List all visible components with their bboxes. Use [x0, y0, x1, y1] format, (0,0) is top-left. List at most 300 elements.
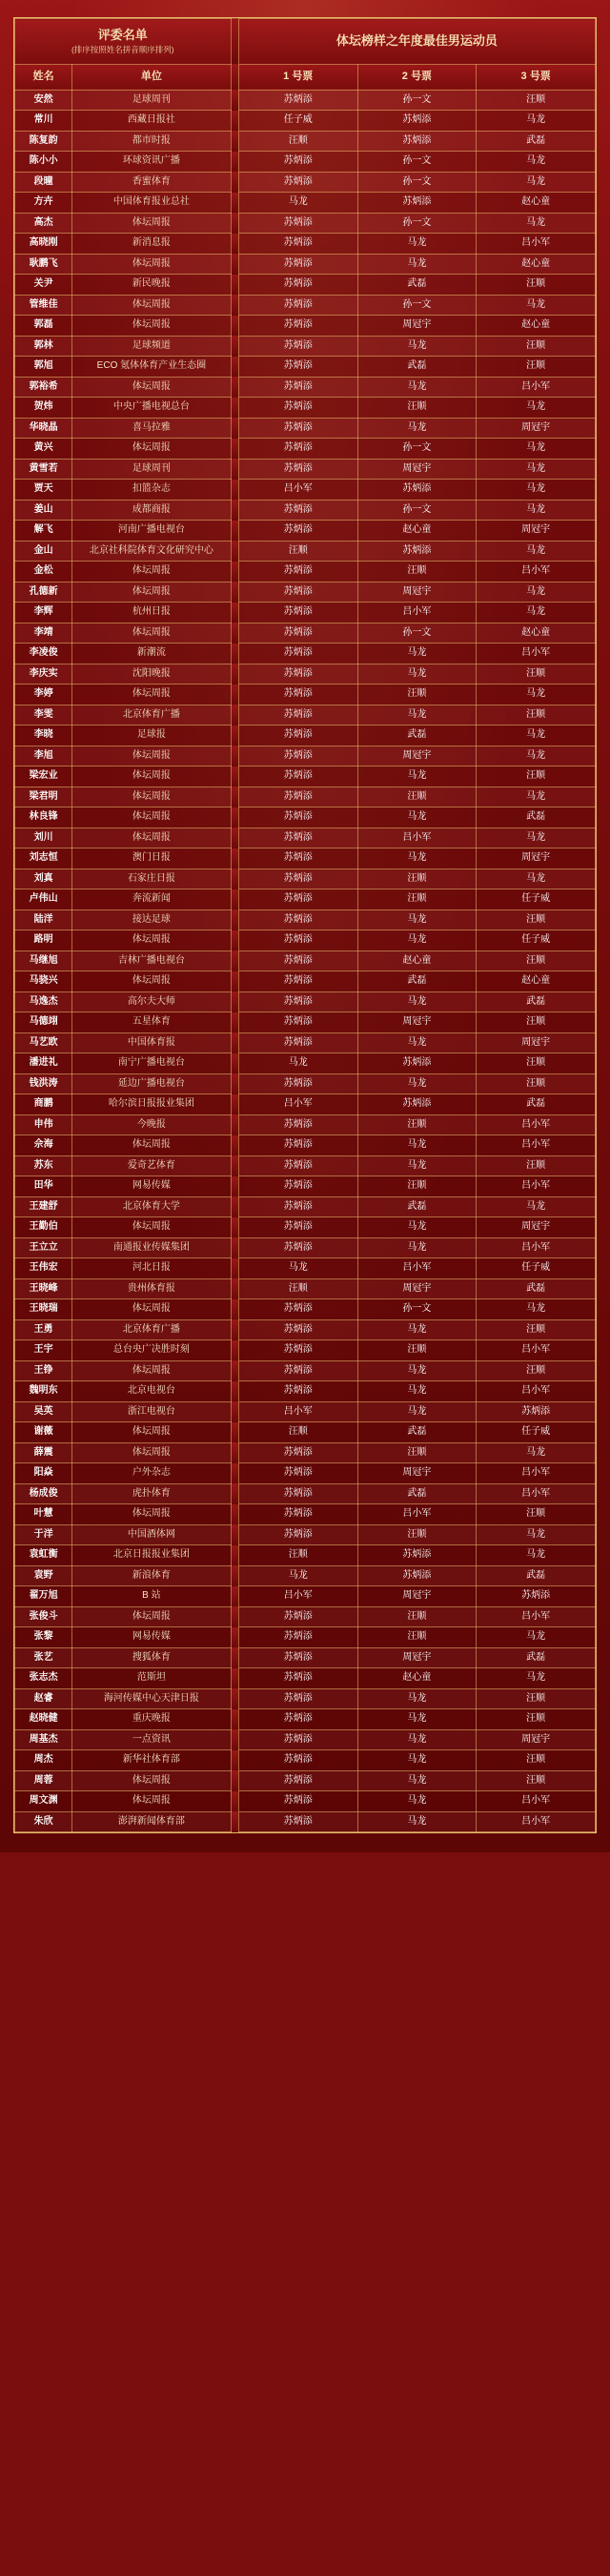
- cell-vote-2: 马龙: [357, 1155, 477, 1176]
- cell-vote-1: 马龙: [238, 193, 357, 214]
- award-group-header: 体坛榜样之年度最佳男运动员: [238, 19, 595, 65]
- cell-org: 体坛周报: [72, 377, 231, 398]
- cell-vote-1: 苏炳添: [238, 951, 357, 971]
- cell-name: 李辉: [15, 603, 72, 624]
- cell-vote-1: 苏炳添: [238, 1114, 357, 1135]
- jury-vote-table: [14, 18, 596, 1832]
- cell-vote-2: 马龙: [357, 1688, 477, 1709]
- cell-vote-2: 汪顺: [357, 1340, 477, 1361]
- cell-divider: [231, 1135, 238, 1156]
- cell-name: 路明: [15, 930, 72, 951]
- cell-vote-3: 马龙: [477, 152, 596, 173]
- cell-org: 搜狐体育: [72, 1647, 231, 1668]
- cell-name: 张俊斗: [15, 1606, 72, 1627]
- cell-org: 体坛周报: [72, 1504, 231, 1525]
- cell-name: 吴英: [15, 1401, 72, 1422]
- cell-divider: [231, 1340, 238, 1361]
- cell-vote-3: 汪顺: [477, 90, 596, 111]
- column-header-divider: [231, 64, 238, 90]
- cell-vote-1: 苏炳添: [238, 726, 357, 746]
- table-row: [15, 1606, 596, 1627]
- cell-org: 体坛周报: [72, 971, 231, 992]
- cell-vote-1: 苏炳添: [238, 521, 357, 542]
- cell-vote-3: 吕小军: [477, 1176, 596, 1197]
- cell-vote-3: 马龙: [477, 685, 596, 705]
- cell-name: 商鹏: [15, 1094, 72, 1115]
- cell-divider: [231, 1791, 238, 1812]
- cell-org: 哈尔滨日报报业集团: [72, 1094, 231, 1115]
- cell-vote-2: 苏炳添: [357, 1545, 477, 1566]
- cell-org: 新华社体育部: [72, 1750, 231, 1771]
- table-row: [15, 623, 596, 644]
- cell-vote-1: 苏炳添: [238, 1483, 357, 1504]
- cell-vote-1: 苏炳添: [238, 1811, 357, 1832]
- cell-vote-1: 苏炳添: [238, 889, 357, 910]
- cell-org: ECO 氪体体育产业生态圈: [72, 357, 231, 378]
- cell-vote-1: 苏炳添: [238, 1524, 357, 1545]
- cell-vote-1: 吕小军: [238, 480, 357, 501]
- cell-name: 谢薇: [15, 1422, 72, 1443]
- cell-vote-1: 苏炳添: [238, 213, 357, 234]
- column-header-org: 单位: [72, 64, 231, 90]
- cell-vote-2: 孙一文: [357, 213, 477, 234]
- cell-vote-1: 苏炳添: [238, 992, 357, 1012]
- cell-divider: [231, 1032, 238, 1053]
- cell-name: 刘志恒: [15, 848, 72, 869]
- cell-org: 北京社科院体育文化研究中心: [72, 541, 231, 562]
- cell-vote-2: 赵心童: [357, 951, 477, 971]
- table-row: [15, 828, 596, 848]
- cell-name: 潘进礼: [15, 1053, 72, 1074]
- cell-vote-1: 苏炳添: [238, 746, 357, 767]
- cell-divider: [231, 521, 238, 542]
- cell-name: 刘川: [15, 828, 72, 848]
- table-row: [15, 1176, 596, 1197]
- cell-org: 体坛周报: [72, 930, 231, 951]
- cell-vote-2: 汪顺: [357, 562, 477, 583]
- cell-vote-2: 孙一文: [357, 439, 477, 460]
- cell-vote-3: 吕小军: [477, 1237, 596, 1258]
- table-row: [15, 1114, 596, 1135]
- table-row: [15, 889, 596, 910]
- cell-vote-3: 武磊: [477, 1565, 596, 1586]
- cell-org: 新浪体育: [72, 1565, 231, 1586]
- table-row: [15, 398, 596, 419]
- cell-vote-2: 马龙: [357, 1237, 477, 1258]
- table-row: [15, 1627, 596, 1648]
- cell-vote-1: 苏炳添: [238, 787, 357, 808]
- cell-org: 体坛周报: [72, 295, 231, 316]
- cell-name: 解飞: [15, 521, 72, 542]
- table-row: [15, 1811, 596, 1832]
- cell-vote-1: 苏炳添: [238, 930, 357, 951]
- table-row: [15, 951, 596, 971]
- cell-vote-2: 孙一文: [357, 295, 477, 316]
- cell-vote-1: 苏炳添: [238, 1155, 357, 1176]
- table-row: [15, 1750, 596, 1771]
- cell-name: 华晓晶: [15, 418, 72, 439]
- cell-org: 石家庄日报: [72, 869, 231, 889]
- cell-divider: [231, 1299, 238, 1320]
- cell-divider: [231, 1176, 238, 1197]
- cell-vote-1: 苏炳添: [238, 1750, 357, 1771]
- cell-name: 金松: [15, 562, 72, 583]
- cell-name: 阳焱: [15, 1463, 72, 1484]
- cell-org: 北京电视台: [72, 1381, 231, 1402]
- cell-vote-1: 汪顺: [238, 1278, 357, 1299]
- cell-divider: [231, 500, 238, 521]
- cell-name: 叶慧: [15, 1504, 72, 1525]
- cell-vote-3: 汪顺: [477, 336, 596, 357]
- cell-vote-3: 马龙: [477, 439, 596, 460]
- cell-vote-2: 马龙: [357, 234, 477, 255]
- cell-divider: [231, 869, 238, 889]
- cell-vote-1: 苏炳添: [238, 357, 357, 378]
- cell-vote-2: 苏炳添: [357, 1094, 477, 1115]
- cell-vote-3: 汪顺: [477, 1319, 596, 1340]
- cell-divider: [231, 1504, 238, 1525]
- cell-divider: [231, 644, 238, 664]
- table-row: [15, 869, 596, 889]
- cell-vote-3: 马龙: [477, 603, 596, 624]
- cell-divider: [231, 316, 238, 337]
- cell-vote-1: 苏炳添: [238, 418, 357, 439]
- table-row: [15, 1422, 596, 1443]
- cell-name: 贺炜: [15, 398, 72, 419]
- cell-vote-1: 苏炳添: [238, 316, 357, 337]
- cell-divider: [231, 1237, 238, 1258]
- table-row: [15, 1135, 596, 1156]
- cell-divider: [231, 1012, 238, 1033]
- cell-org: 新消息报: [72, 234, 231, 255]
- column-header-name: 姓名: [15, 64, 72, 90]
- cell-name: 马德翊: [15, 1012, 72, 1033]
- table-row: [15, 357, 596, 378]
- cell-vote-2: 孙一文: [357, 90, 477, 111]
- cell-vote-2: 马龙: [357, 808, 477, 828]
- cell-vote-1: 苏炳添: [238, 254, 357, 275]
- cell-name: 赵晓健: [15, 1709, 72, 1730]
- cell-org: 重庆晚报: [72, 1709, 231, 1730]
- table-row: [15, 111, 596, 132]
- cell-vote-2: 汪顺: [357, 1627, 477, 1648]
- table-row: [15, 562, 596, 583]
- cell-divider: [231, 1627, 238, 1648]
- table-row: [15, 910, 596, 930]
- cell-divider: [231, 1422, 238, 1443]
- cell-divider: [231, 1545, 238, 1566]
- cell-name: 钱洪涛: [15, 1073, 72, 1094]
- cell-name: 杨成俊: [15, 1483, 72, 1504]
- cell-divider: [231, 1729, 238, 1750]
- cell-divider: [231, 1709, 238, 1730]
- cell-divider: [231, 1524, 238, 1545]
- cell-vote-1: 吕小军: [238, 1401, 357, 1422]
- cell-org: 体坛周报: [72, 746, 231, 767]
- cell-name: 田华: [15, 1176, 72, 1197]
- cell-name: 苏东: [15, 1155, 72, 1176]
- cell-vote-3: 吕小军: [477, 562, 596, 583]
- cell-vote-2: 周冠宇: [357, 1012, 477, 1033]
- cell-vote-2: 苏炳添: [357, 541, 477, 562]
- cell-name: 卢伟山: [15, 889, 72, 910]
- cell-vote-3: 苏炳添: [477, 1586, 596, 1607]
- cell-vote-1: 马龙: [238, 1565, 357, 1586]
- cell-vote-3: 汪顺: [477, 1360, 596, 1381]
- cell-divider: [231, 726, 238, 746]
- cell-vote-3: 汪顺: [477, 1155, 596, 1176]
- cell-vote-2: 马龙: [357, 377, 477, 398]
- cell-divider: [231, 787, 238, 808]
- cell-vote-3: 马龙: [477, 1299, 596, 1320]
- cell-vote-1: 苏炳添: [238, 398, 357, 419]
- cell-vote-3: 汪顺: [477, 951, 596, 971]
- cell-name: 李婷: [15, 685, 72, 705]
- cell-vote-2: 汪顺: [357, 1524, 477, 1545]
- cell-vote-1: 苏炳添: [238, 848, 357, 869]
- cell-org: 香蜜体育: [72, 172, 231, 193]
- cell-org: 贵州体育报: [72, 1278, 231, 1299]
- cell-name: 安然: [15, 90, 72, 111]
- table-row: [15, 1586, 596, 1607]
- cell-vote-2: 马龙: [357, 1791, 477, 1812]
- cell-vote-3: 汪顺: [477, 767, 596, 787]
- cell-vote-2: 苏炳添: [357, 131, 477, 152]
- cell-vote-3: 武磊: [477, 1094, 596, 1115]
- table-row: [15, 1545, 596, 1566]
- cell-vote-1: 苏炳添: [238, 1647, 357, 1668]
- cell-divider: [231, 131, 238, 152]
- cell-divider: [231, 295, 238, 316]
- cell-divider: [231, 705, 238, 726]
- table-row: [15, 377, 596, 398]
- table-row: [15, 1094, 596, 1115]
- cell-org: 成都商报: [72, 500, 231, 521]
- cell-divider: [231, 439, 238, 460]
- cell-vote-2: 马龙: [357, 767, 477, 787]
- cell-vote-2: 汪顺: [357, 1176, 477, 1197]
- cell-vote-2: 汪顺: [357, 685, 477, 705]
- table-row: [15, 152, 596, 173]
- cell-vote-3: 吕小军: [477, 1135, 596, 1156]
- cell-org: 体坛周报: [72, 1299, 231, 1320]
- cell-name: 李雯: [15, 705, 72, 726]
- cell-vote-3: 吕小军: [477, 1791, 596, 1812]
- cell-vote-1: 苏炳添: [238, 1442, 357, 1463]
- table-row: [15, 1073, 596, 1094]
- cell-vote-1: 苏炳添: [238, 439, 357, 460]
- cell-name: 王晓瑞: [15, 1299, 72, 1320]
- cell-vote-3: 任子威: [477, 1258, 596, 1279]
- cell-org: 环球资讯广播: [72, 152, 231, 173]
- cell-org: 沈阳晚报: [72, 664, 231, 685]
- cell-divider: [231, 1114, 238, 1135]
- cell-name: 佘海: [15, 1135, 72, 1156]
- table-row: [15, 480, 596, 501]
- cell-vote-3: 汪顺: [477, 664, 596, 685]
- table-row: [15, 439, 596, 460]
- cell-org: 总台央广决胜时刻: [72, 1340, 231, 1361]
- cell-vote-3: 赵心童: [477, 316, 596, 337]
- table-row: [15, 787, 596, 808]
- cell-name: 张志杰: [15, 1668, 72, 1689]
- table-row: [15, 726, 596, 746]
- cell-vote-1: 苏炳添: [238, 459, 357, 480]
- cell-vote-3: 吕小军: [477, 1606, 596, 1627]
- table-row: [15, 1442, 596, 1463]
- cell-org: 足球周刊: [72, 459, 231, 480]
- cell-vote-2: 马龙: [357, 992, 477, 1012]
- cell-org: 体坛周报: [72, 828, 231, 848]
- table-row: [15, 808, 596, 828]
- cell-vote-3: 吕小军: [477, 1381, 596, 1402]
- table-row: [15, 664, 596, 685]
- cell-vote-1: 苏炳添: [238, 685, 357, 705]
- cell-org: 网易传媒: [72, 1627, 231, 1648]
- cell-vote-2: 马龙: [357, 418, 477, 439]
- cell-vote-3: 汪顺: [477, 275, 596, 296]
- cell-org: 澳门日报: [72, 848, 231, 869]
- cell-name: 黄雪若: [15, 459, 72, 480]
- cell-name: 王立立: [15, 1237, 72, 1258]
- cell-org: 体坛周报: [72, 623, 231, 644]
- cell-vote-3: 马龙: [477, 398, 596, 419]
- table-row: [15, 1483, 596, 1504]
- cell-vote-1: 苏炳添: [238, 1237, 357, 1258]
- cell-vote-2: 马龙: [357, 910, 477, 930]
- cell-divider: [231, 1073, 238, 1094]
- cell-divider: [231, 828, 238, 848]
- table-row: [15, 1381, 596, 1402]
- cell-vote-2: 马龙: [357, 1401, 477, 1422]
- cell-org: 体坛周报: [72, 316, 231, 337]
- cell-vote-1: 苏炳添: [238, 1688, 357, 1709]
- cell-name: 王晓峰: [15, 1278, 72, 1299]
- cell-vote-1: 汪顺: [238, 541, 357, 562]
- jury-vote-table-wrapper: [13, 17, 597, 1833]
- cell-vote-2: 武磊: [357, 726, 477, 746]
- cell-vote-2: 周冠宇: [357, 316, 477, 337]
- cell-vote-3: 汪顺: [477, 1688, 596, 1709]
- cell-org: B 站: [72, 1586, 231, 1607]
- cell-vote-2: 赵心童: [357, 1668, 477, 1689]
- table-row: [15, 1688, 596, 1709]
- cell-vote-2: 孙一文: [357, 152, 477, 173]
- cell-vote-3: 武磊: [477, 1278, 596, 1299]
- column-header-vote1: 1 号票: [238, 64, 357, 90]
- cell-vote-3: 吕小军: [477, 377, 596, 398]
- cell-vote-3: 汪顺: [477, 1709, 596, 1730]
- cell-divider: [231, 234, 238, 255]
- table-row: [15, 1053, 596, 1074]
- table-row: [15, 1319, 596, 1340]
- cell-vote-3: 马龙: [477, 500, 596, 521]
- cell-vote-3: 马龙: [477, 828, 596, 848]
- cell-vote-3: 武磊: [477, 131, 596, 152]
- cell-vote-1: 苏炳添: [238, 1299, 357, 1320]
- jury-group-header: [15, 19, 232, 65]
- cell-name: 管维佳: [15, 295, 72, 316]
- cell-org: 体坛周报: [72, 808, 231, 828]
- cell-vote-2: 孙一文: [357, 623, 477, 644]
- cell-org: 足球报: [72, 726, 231, 746]
- cell-divider: [231, 1053, 238, 1074]
- cell-divider: [231, 1606, 238, 1627]
- cell-vote-3: 苏炳添: [477, 1401, 596, 1422]
- cell-vote-2: 汪顺: [357, 398, 477, 419]
- cell-vote-3: 马龙: [477, 1524, 596, 1545]
- cell-vote-3: 马龙: [477, 746, 596, 767]
- cell-vote-3: 汪顺: [477, 1504, 596, 1525]
- cell-divider: [231, 992, 238, 1012]
- cell-name: 薛震: [15, 1442, 72, 1463]
- cell-org: 体坛周报: [72, 562, 231, 583]
- table-row: [15, 1463, 596, 1484]
- cell-divider: [231, 193, 238, 214]
- cell-org: 体坛周报: [72, 1606, 231, 1627]
- cell-vote-1: 苏炳添: [238, 1196, 357, 1217]
- cell-divider: [231, 848, 238, 869]
- cell-vote-1: 苏炳添: [238, 664, 357, 685]
- cell-vote-3: 马龙: [477, 541, 596, 562]
- cell-vote-2: 马龙: [357, 930, 477, 951]
- cell-vote-3: 周冠宇: [477, 418, 596, 439]
- cell-name: 陈复韵: [15, 131, 72, 152]
- cell-name: 陆洋: [15, 910, 72, 930]
- table-row: [15, 971, 596, 992]
- cell-vote-1: 苏炳添: [238, 1176, 357, 1197]
- cell-name: 郭旭: [15, 357, 72, 378]
- cell-vote-3: 周冠宇: [477, 1032, 596, 1053]
- cell-vote-2: 吕小军: [357, 603, 477, 624]
- cell-name: 魏明东: [15, 1381, 72, 1402]
- cell-vote-2: 苏炳添: [357, 1053, 477, 1074]
- cell-vote-1: 吕小军: [238, 1094, 357, 1115]
- cell-org: 新潮流: [72, 644, 231, 664]
- cell-vote-2: 汪顺: [357, 1114, 477, 1135]
- cell-vote-3: 周冠宇: [477, 521, 596, 542]
- table-row: [15, 746, 596, 767]
- cell-vote-3: 任子威: [477, 1422, 596, 1443]
- cell-name: 袁虹衡: [15, 1545, 72, 1566]
- cell-org: 中国酒体网: [72, 1524, 231, 1545]
- cell-vote-2: 马龙: [357, 254, 477, 275]
- table-row: [15, 1524, 596, 1545]
- cell-org: 中国体育报: [72, 1032, 231, 1053]
- cell-vote-1: 苏炳添: [238, 1709, 357, 1730]
- cell-org: 北京体育广播: [72, 705, 231, 726]
- cell-name: 李靖: [15, 623, 72, 644]
- cell-name: 关尹: [15, 275, 72, 296]
- cell-org: 北京日报报业集团: [72, 1545, 231, 1566]
- cell-name: 郭林: [15, 336, 72, 357]
- cell-org: 中央广播电视总台: [72, 398, 231, 419]
- cell-vote-3: 武磊: [477, 1647, 596, 1668]
- cell-org: 海河传媒中心天津日报: [72, 1688, 231, 1709]
- cell-vote-3: 马龙: [477, 213, 596, 234]
- cell-vote-3: 吕小军: [477, 1483, 596, 1504]
- cell-vote-1: 苏炳添: [238, 275, 357, 296]
- cell-vote-2: 周冠宇: [357, 582, 477, 603]
- cell-org: 河北日报: [72, 1258, 231, 1279]
- cell-name: 王伟宏: [15, 1258, 72, 1279]
- table-row: [15, 1196, 596, 1217]
- cell-vote-1: 苏炳添: [238, 644, 357, 664]
- cell-vote-2: 汪顺: [357, 889, 477, 910]
- table-row: [15, 848, 596, 869]
- cell-name: 梁宏业: [15, 767, 72, 787]
- cell-vote-2: 马龙: [357, 1729, 477, 1750]
